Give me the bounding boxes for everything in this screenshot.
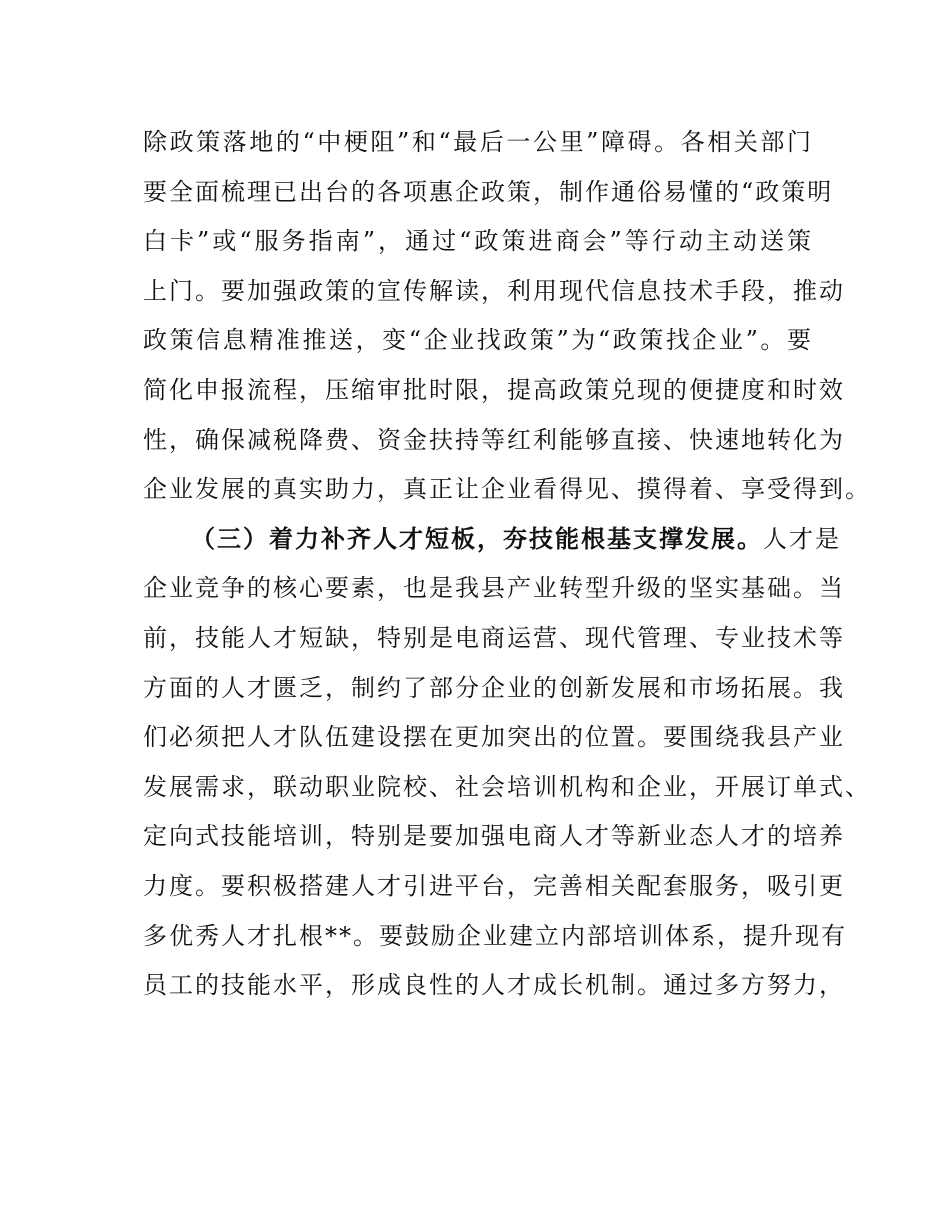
text-line: 白卡”或“服务指南”，通过“政策进商会”等行动主动送策 [143,227,813,256]
heading-line-rest: 人才是 [763,524,841,553]
paragraph-policy [143,118,871,515]
text-line: 企业发展的真实助力，真正让企业看得见、摸得着、享受得到。 [143,475,871,504]
text-line: 前，技能人才短缺，特别是电商运营、现代管理、专业技术等 [143,623,845,652]
text-line: 要全面梳理已出台的各项惠企政策，制作通俗易懂的“政策明 [143,177,834,206]
text-line: 上门。要加强政策的宣传解读，利用现代信息技术手段，推动 [143,276,845,305]
body-text [143,118,871,1011]
text-line: 们必须把人才队伍建设摆在更加突出的位置。要围绕我县产业 [143,723,845,752]
text-line: 多优秀人才扎根**。要鼓励企业建立内部培训体系，提升现有 [143,921,847,950]
text-line: 简化申报流程，压缩审批时限，提高政策兑现的便捷度和时效 [143,375,845,404]
text-line: 除政策落地的“中梗阻”和“最后一公里”障碍。各相关部门 [143,128,813,156]
text-line: 发展需求，联动职业院校、社会培训机构和企业，开展订单式、 [143,772,871,801]
text-line: 政策信息精准推送，变“企业找政策”为“政策找企业”。要 [143,326,813,355]
text-line: 定向式技能培训，特别是要加强电商人才等新业态人才的培养 [143,822,845,851]
section-heading-line [143,515,841,565]
text-line: 企业竞争的核心要素，也是我县产业转型升级的坚实基础。当 [143,574,845,603]
text-line: 方面的人才匮乏，制约了部分企业的创新发展和市场拓展。我 [143,673,845,702]
paragraph-talent [143,515,871,1011]
text-line: 员工的技能水平，形成良性的人才成长机制。通过多方努力， [143,971,845,1000]
text-line: 力度。要积极搭建人才引进平台，完善相关配套服务，吸引更 [143,871,845,900]
section-heading: （三）着力补齐人才短板，夯技能根基支撑发展。 [191,524,763,553]
text-line: 性，确保减税降费、资金扶持等红利能够直接、快速地转化为 [143,425,845,454]
